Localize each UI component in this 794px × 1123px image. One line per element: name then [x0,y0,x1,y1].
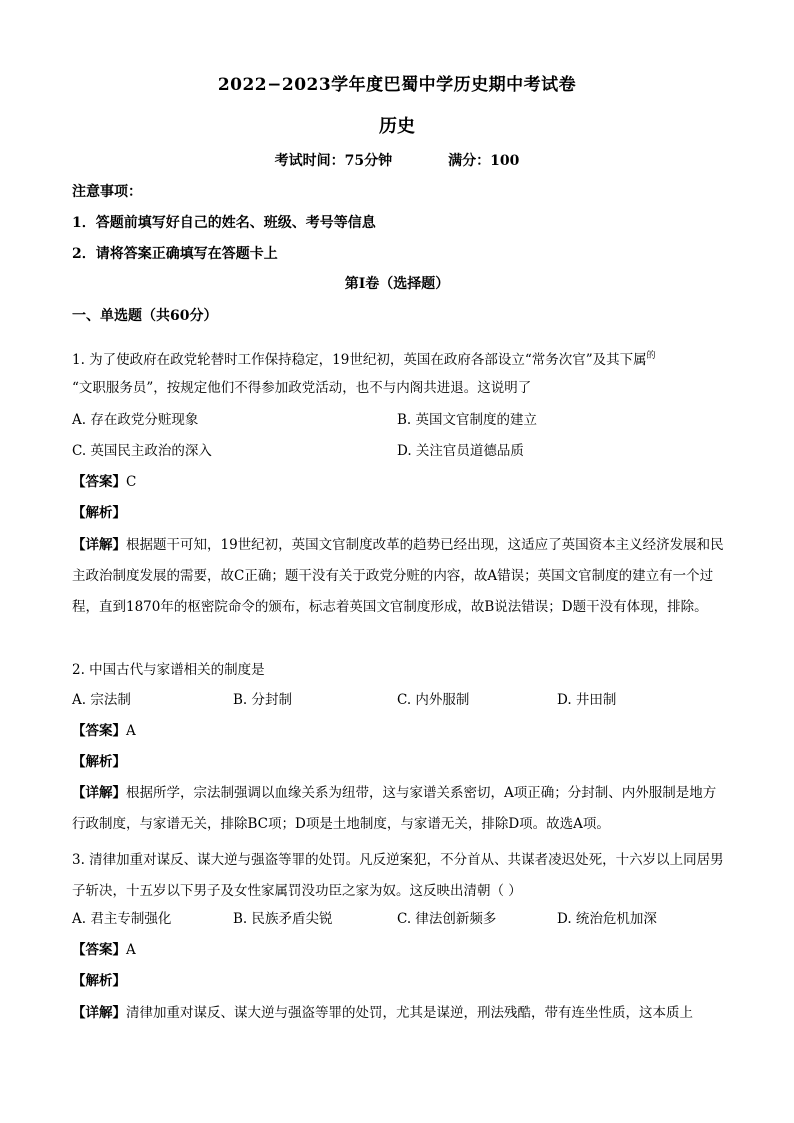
option-b: B. 英国文官制度的建立 [397,412,538,428]
option-a: A. 宗法制 [72,692,131,708]
detail-paragraph: 【详解】根据题干可知，19世纪初，英国文官制度改革的趋势已经出现，这适应了英国资本主义经济发展和民主政治制度发展的需要，故C正确；题干没有关于政党分赃的内容，故A错误；英国文官制度的建立有一个过程，直到1870年的枢密院命令的颁布，标志着英国文官制度形成，故B说法错误；D题干没有体现，排除。 [72,537,724,615]
question-stem: 3. 清律加重对谋反、谋大逆与强盗等罪的处罚。凡反逆案犯，不分首从、共谋者凌迟处死，十六岁以上同居男子斩决，十五岁以下男子及女性家属罚没功臣之家为奴。这反映出清朝（ ） [72,852,724,899]
full-score: 满分：100 [448,153,520,169]
answer-line: 【答案】C [72,474,137,490]
volume-heading: 第I卷（选择题） [344,276,450,292]
option-d: D. 井田制 [557,692,617,708]
option-d: D. 关注官员道德品质 [397,443,524,459]
notice-heading: 注意事项： [72,184,142,200]
question-stem: 1. 为了使政府在政党轮替时工作保持稳定，19世纪初，英国在政府各部设立“常务次官”及其下属$^的$ [72,351,656,368]
option-c: C. 内外服制 [397,692,470,708]
option-a: A. 君主专制强化 [72,911,172,927]
answer-line: 【答案】A [72,942,136,958]
answer-line: 【答案】A [72,723,136,739]
option-d: D. 统治危机加深 [557,911,657,927]
detail-paragraph: 【详解】清律加重对谋反、谋大逆与强盗等罪的处罚，尤其是谋逆，刑法残酷，带有连坐性质，这本质上 [72,1005,693,1021]
analysis-tag: 【解析】 [72,754,126,770]
option-c: C. 律法创新频多 [397,911,497,927]
subject-title: 历史 [379,116,415,137]
section-heading: 一、单选题（共60分） [72,308,218,324]
question-stem: 2. 中国古代与家谱相关的制度是 [72,662,265,678]
option-a: A. 存在政党分赃现象 [72,412,199,428]
option-c: C. 英国民主政治的深入 [72,443,212,459]
notice-item: 2．请将答案正确填写在答题卡上 [72,246,278,262]
analysis-tag: 【解析】 [72,973,126,989]
analysis-tag: 【解析】 [72,505,126,521]
exam-time: 考试时间：75分钟 [274,153,393,169]
question-stem: “文职服务员”，按规定他们不得参加政党活动，也不与内阁共进退。这说明了 [72,380,532,396]
option-b: B. 民族矛盾尖锐 [233,911,333,927]
option-b: B. 分封制 [233,692,293,708]
notice-item: 1．答题前填写好自己的姓名、班级、考号等信息 [72,215,376,231]
detail-paragraph: 【详解】根据所学，宗法制强调以血缘关系为纽带，这与家谱关系密切，A项正确；分封制、内外服制是地方行政制度，与家谱无关，排除BC项；D项是土地制度，与家谱无关，排除D项。故选A项。 [72,785,717,832]
exam-title: 2022−2023学年度巴蜀中学历史期中考试卷 [217,75,577,95]
exam-meta [0,150,794,170]
